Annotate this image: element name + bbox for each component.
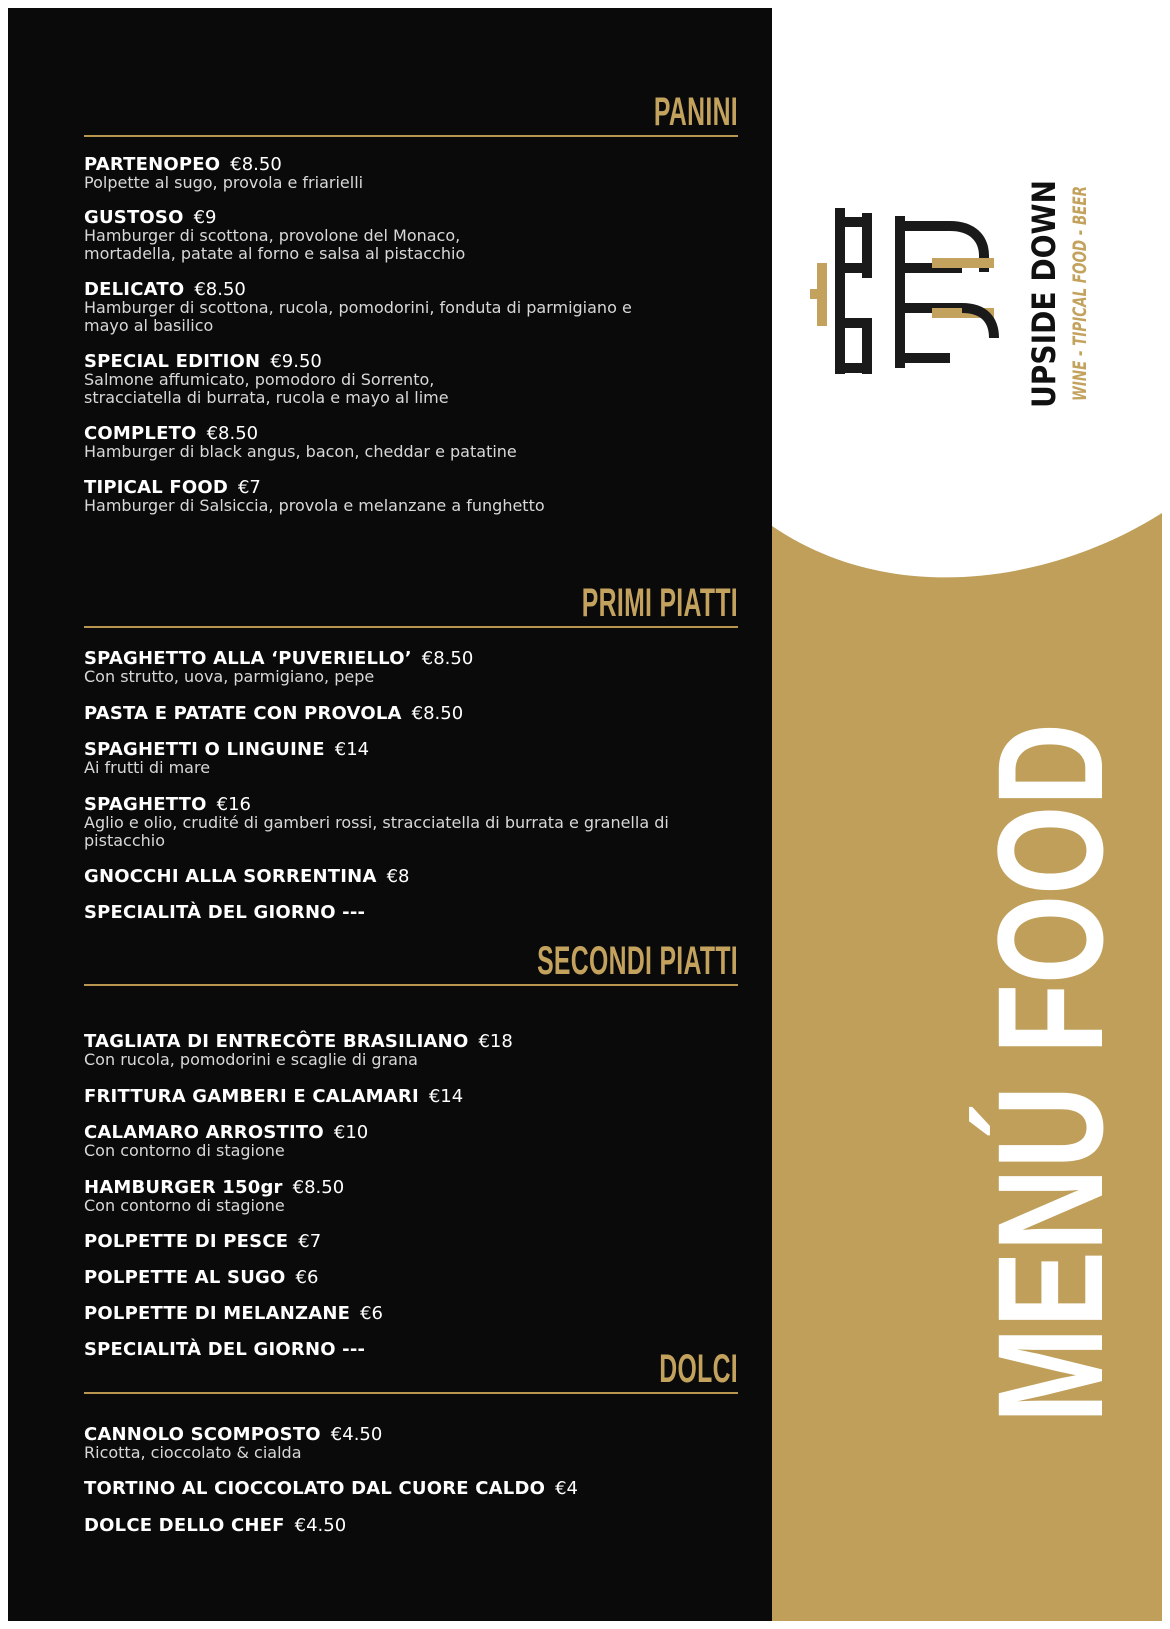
item-desc: mortadella, patate al forno e salsa al pistacchio [84,244,466,263]
item-name: TORTINO AL CIOCCOLATO DAL CUORE CALDO [84,1478,546,1499]
menu-item [84,280,744,335]
brand-name: UPSIDE DOWN [1025,148,1063,408]
item-price: €4 [555,1478,579,1499]
section-divider [84,135,738,137]
item-desc: Con strutto, uova, parmigiano, pepe [84,667,375,686]
section-divider [84,626,738,628]
item-name: SPAGHETTI O LINGUINE [84,739,325,760]
item-price: €4.50 [294,1515,347,1536]
section-title-secondi: SECONDI PIATTI [537,939,738,983]
menu-item [84,867,744,886]
menu-page [8,8,1162,1621]
item-name: DELICATO [84,279,185,300]
item-name: SPECIALITÀ DEL GIORNO --- [84,1339,366,1360]
item-desc: Salmone affumicato, pomodoro di Sorrento, [84,370,435,389]
item-price: €14 [428,1086,464,1107]
item-name: POLPETTE DI MELANZANE [84,1303,351,1324]
item-name: GNOCCHI ALLA SORRENTINA [84,866,377,887]
glasses-logo-icon [810,208,994,374]
item-desc: pistacchio [84,831,165,850]
menu-item [84,478,744,515]
item-price: €8 [386,866,410,887]
item-name: PARTENOPEO [84,154,221,175]
menu-item [84,795,744,850]
item-price: €8.50 [411,703,464,724]
item-desc: Hamburger di scottona, provolone del Monaco, [84,226,461,245]
item-price: €6 [295,1267,319,1288]
item-name: DOLCE DELLO CHEF [84,1515,285,1536]
menu-item [84,704,744,723]
item-desc: mayo al basilico [84,316,214,335]
brand-side-panel [772,8,1162,1621]
item-name: CALAMARO ARROSTITO [84,1122,324,1143]
menu-item [84,155,744,192]
item-name: POLPETTE AL SUGO [84,1267,286,1288]
item-name: COMPLETO [84,423,197,444]
item-name: HAMBURGER 150gr [84,1177,283,1198]
menu-item [84,1232,744,1251]
item-name: POLPETTE DI PESCE [84,1231,289,1252]
item-desc: Hamburger di black angus, bacon, cheddar e patatine [84,442,517,461]
item-price: €9.50 [270,351,322,372]
menu-item [84,1123,744,1160]
item-desc: Ricotta, cioccolato & cialda [84,1443,302,1462]
item-name: TIPICAL FOOD [84,477,228,498]
item-name: SPECIAL EDITION [84,351,261,372]
menu-food-title: MENÚ FOOD [966,506,1134,1423]
section-divider [84,984,738,986]
item-name: GUSTOSO [84,207,184,228]
section-title-dolci: DOLCI [659,1347,738,1391]
item-price: €7 [298,1231,322,1252]
item-desc: Polpette al sugo, provola e friarielli [84,173,364,192]
menu-item [84,1032,744,1069]
item-desc: Hamburger di Salsiccia, provola e melanzane a funghetto [84,496,545,515]
side-panel-graphic [772,8,1162,1621]
menu-item [84,208,744,263]
item-price: €16 [216,794,252,815]
menu-item [84,1516,744,1535]
item-desc: Ai frutti di mare [84,758,211,777]
item-name: TAGLIATA DI ENTRECÔTE BRASILIANO [84,1031,469,1052]
menu-item [84,424,744,461]
item-price: €4.50 [330,1424,383,1445]
menu-item [84,740,744,777]
item-desc: Con contorno di stagione [84,1196,285,1215]
item-price: €10 [333,1122,369,1143]
menu-item [84,1479,744,1498]
item-price: €7 [237,477,261,498]
menu-item [84,352,744,407]
item-price: €8.50 [421,648,474,669]
item-price: €8.50 [194,279,246,300]
item-name: SPAGHETTO [84,794,207,815]
menu-item [84,903,744,922]
section-title-panini: PANINI [653,90,738,134]
item-name: CANNOLO SCOMPOSTO [84,1424,321,1445]
item-price: €8.50 [206,423,259,444]
section-divider [84,1392,738,1394]
item-desc: Con contorno di stagione [84,1141,285,1160]
item-name: SPECIALITÀ DEL GIORNO --- [84,902,366,923]
item-name: PASTA E PATATE CON PROVOLA [84,703,402,724]
item-price: €8.50 [230,154,282,175]
menu-item [84,1304,744,1323]
menu-item [84,1178,744,1215]
menu-item [84,1425,744,1462]
item-name: SPAGHETTO ALLA ‘PUVERIELLO’ [84,648,412,669]
item-desc: Con rucola, pomodorini e scaglie di grana [84,1050,418,1069]
menu-item [84,1268,744,1287]
section-title-primi: PRIMI PIATTI [581,581,738,625]
item-desc: Hamburger di scottona, rucola, pomodorini, fonduta di parmigiano e [84,298,632,317]
brand-tagline: WINE - TIPICAL FOOD - BEER [1069,97,1091,401]
item-name: FRITTURA GAMBERI E CALAMARI [84,1086,419,1107]
item-price: €14 [334,739,370,760]
item-price: €8.50 [292,1177,345,1198]
item-price: €18 [478,1031,513,1052]
item-desc: stracciatella di burrata, rucola e mayo al lime [84,388,449,407]
menu-item [84,649,744,686]
menu-panel [8,8,772,1621]
item-price: €6 [360,1303,384,1324]
item-price: €9 [193,207,217,228]
item-desc: Aglio e olio, crudité di gamberi rossi, stracciatella di burrata e granella di [84,813,669,832]
menu-item [84,1087,744,1106]
